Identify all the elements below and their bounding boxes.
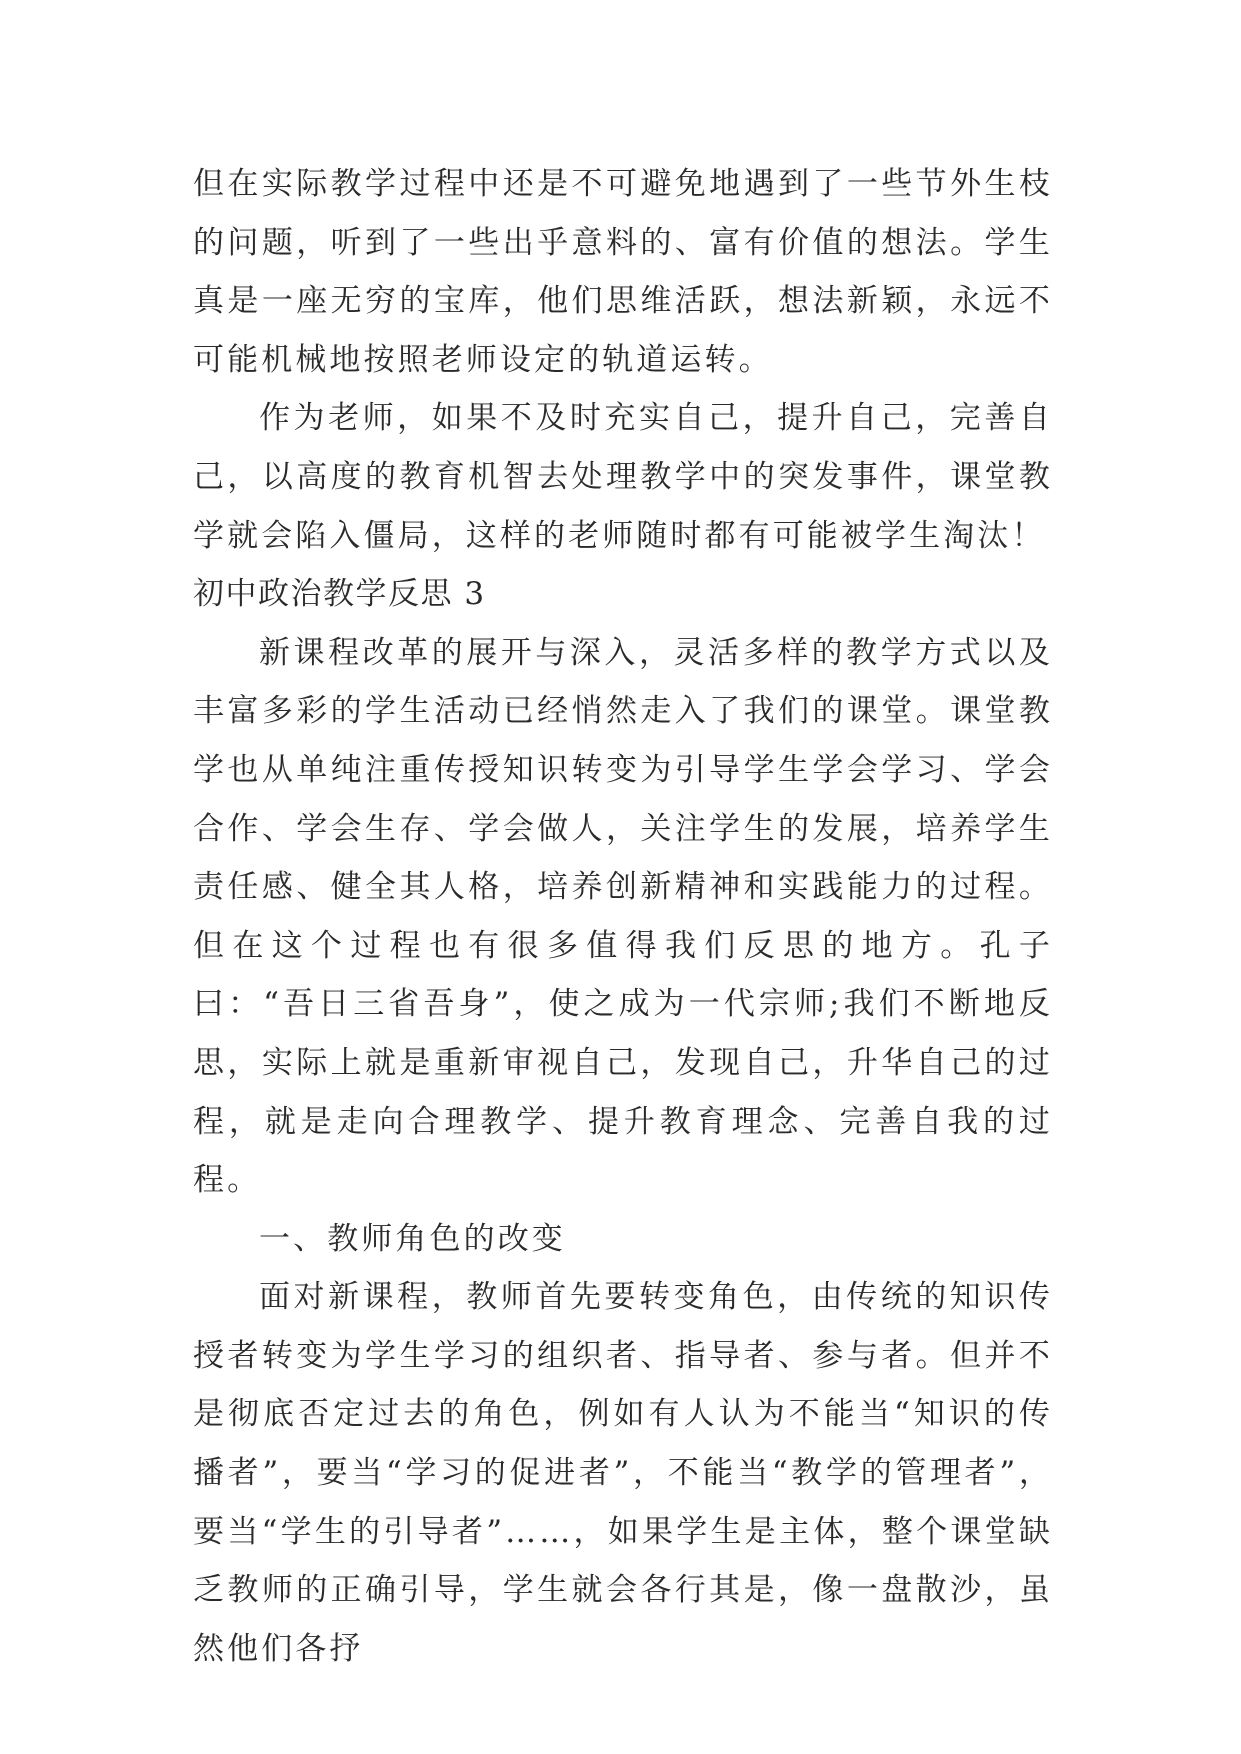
paragraph-teacher-self-improvement: 作为老师，如果不及时充实自己，提升自己，完善自己，以高度的教育机智去处理教学中的突发事件，课堂教学就会陷入僵局，这样的老师随时都有可能被学生淘汰！ — [193, 400, 1053, 554]
document-body — [193, 155, 1053, 1678]
subheading-teacher-role: 一、教师角色的改变 — [259, 1220, 566, 1257]
section-heading: 初中政治教学反思 3 — [193, 576, 486, 613]
paragraph-continuation: 但在实际教学过程中还是不可避免地遇到了一些节外生枝的问题，听到了一些出乎意料的、富有价值的想法。学生真是一座无穷的宝库，他们思维活跃，想法新颖，永远不可能机械地按照老师设定的轨道运转。 — [193, 166, 1053, 378]
paragraph-curriculum-reform: 新课程改革的展开与深入，灵活多样的教学方式以及丰富多彩的学生活动已经悄然走入了我们的课堂。课堂教学也从单纯注重传授知识转变为引导学生学会学习、学会合作、学会生存、学会做人，关注学生的发展，培养学生责任感、健全其人格，培养创新精神和实践能力的过程。但在这个过程也有很多值得我们反思的地方。孔子曰：“吾日三省吾身”，使之成为一代宗师;我们不断地反思，实际上就是重新审视自己，发现自己，升华自己的过程，就是走向合理教学、提升教育理念、完善自我的过程。 — [193, 634, 1053, 1199]
paragraph-new-curriculum: 面对新课程，教师首先要转变角色，由传统的知识传授者转变为学生学习的组织者、指导者、参与者。但并不是彻底否定过去的角色，例如有人认为不能当“知识的传播者”，要当“学习的促进者”，不能当“教学的管理者”，要当“学生的引导者”……，如果学生是主体，整个课堂缺乏教师的正确引导，学生就会各行其是，像一盘散沙，虽然他们各抒 — [193, 1279, 1053, 1667]
